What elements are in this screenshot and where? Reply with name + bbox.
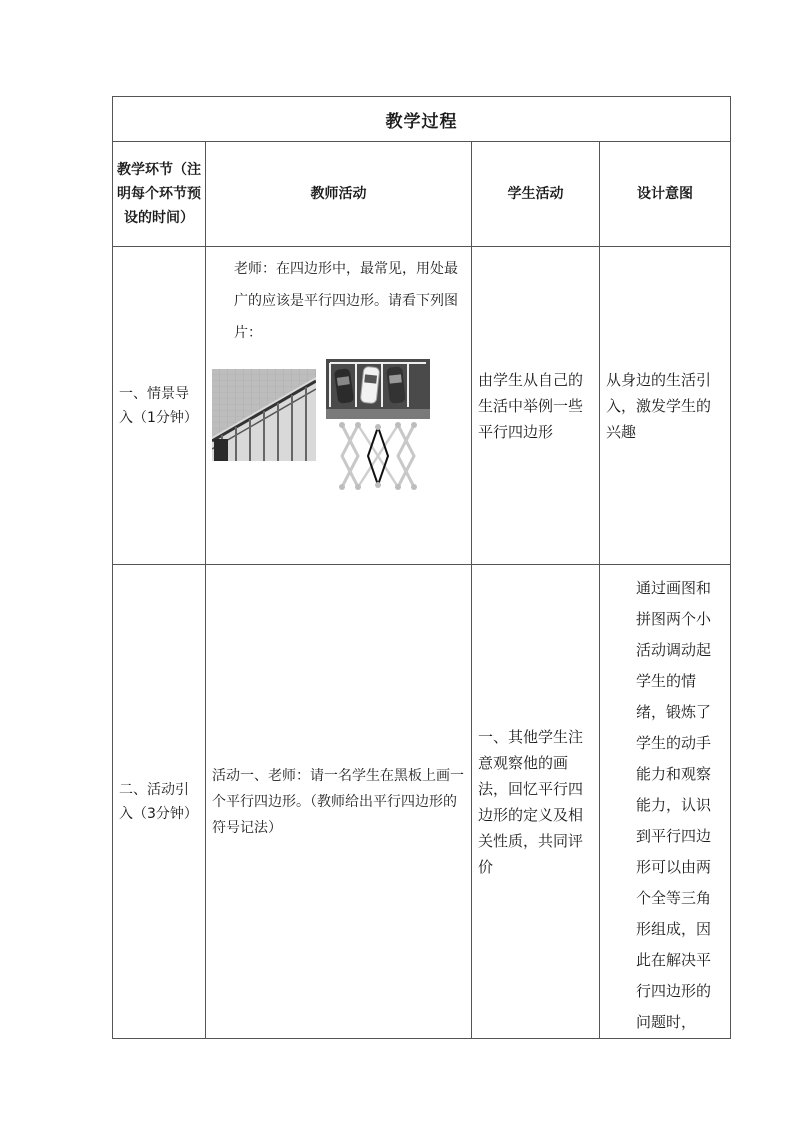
- lesson-process-table: [112, 96, 731, 1039]
- table-row: [113, 247, 731, 565]
- teacher-activity-cell: [206, 565, 472, 1039]
- header-teacher-activity: 教师活动: [206, 142, 472, 247]
- example-pictures: [212, 359, 465, 489]
- parking-lot-photo: [326, 359, 430, 419]
- header-student-activity: 学生活动: [472, 142, 600, 247]
- teacher-activity-text: 老师：在四边形中，最常见，用处最广的应该是平行四边形。请看下列图片：: [234, 261, 458, 341]
- student-activity-text: 由学生从自己的生活中举例一些平行四边形: [478, 370, 584, 441]
- header-stage: 教学环节（注明每个环节预设的时间）: [113, 142, 206, 247]
- teacher-activity-text: 活动一、老师：请一名学生在黑板上画一个平行四边形。（教师给出平行四边形的符号记法）: [212, 767, 464, 836]
- student-activity-cell: [472, 247, 600, 565]
- stage-cell: 一、情景导入（1分钟）: [113, 247, 206, 565]
- student-activity-cell: [472, 565, 600, 1039]
- teacher-activity-cell: [206, 247, 472, 565]
- design-intent-cell: [600, 565, 731, 1039]
- design-intent-cell: [600, 247, 731, 565]
- header-design-intent: 设计意图: [600, 142, 731, 247]
- table-row: [113, 565, 731, 1039]
- design-intent-text: 通过画图和拼图两个小活动调动起学生的情绪，锻炼了学生的动手能力和观察能力，认识到平行四边形可以由两个全等三角形组成，因此在解决平行四边形的问题时，: [636, 579, 712, 1031]
- staircase-railing-photo: [212, 369, 316, 461]
- design-intent-text: 从身边的生活引入，激发学生的兴趣: [606, 370, 712, 441]
- stage-cell: 二、活动引入（3分钟）: [113, 565, 206, 1039]
- folding-gate-photo: [336, 421, 420, 491]
- table-title: 教学过程: [113, 97, 731, 142]
- student-activity-text: 一、其他学生注意观察他的画法，回忆平行四边形的定义及相关性质，共同评价: [478, 727, 584, 876]
